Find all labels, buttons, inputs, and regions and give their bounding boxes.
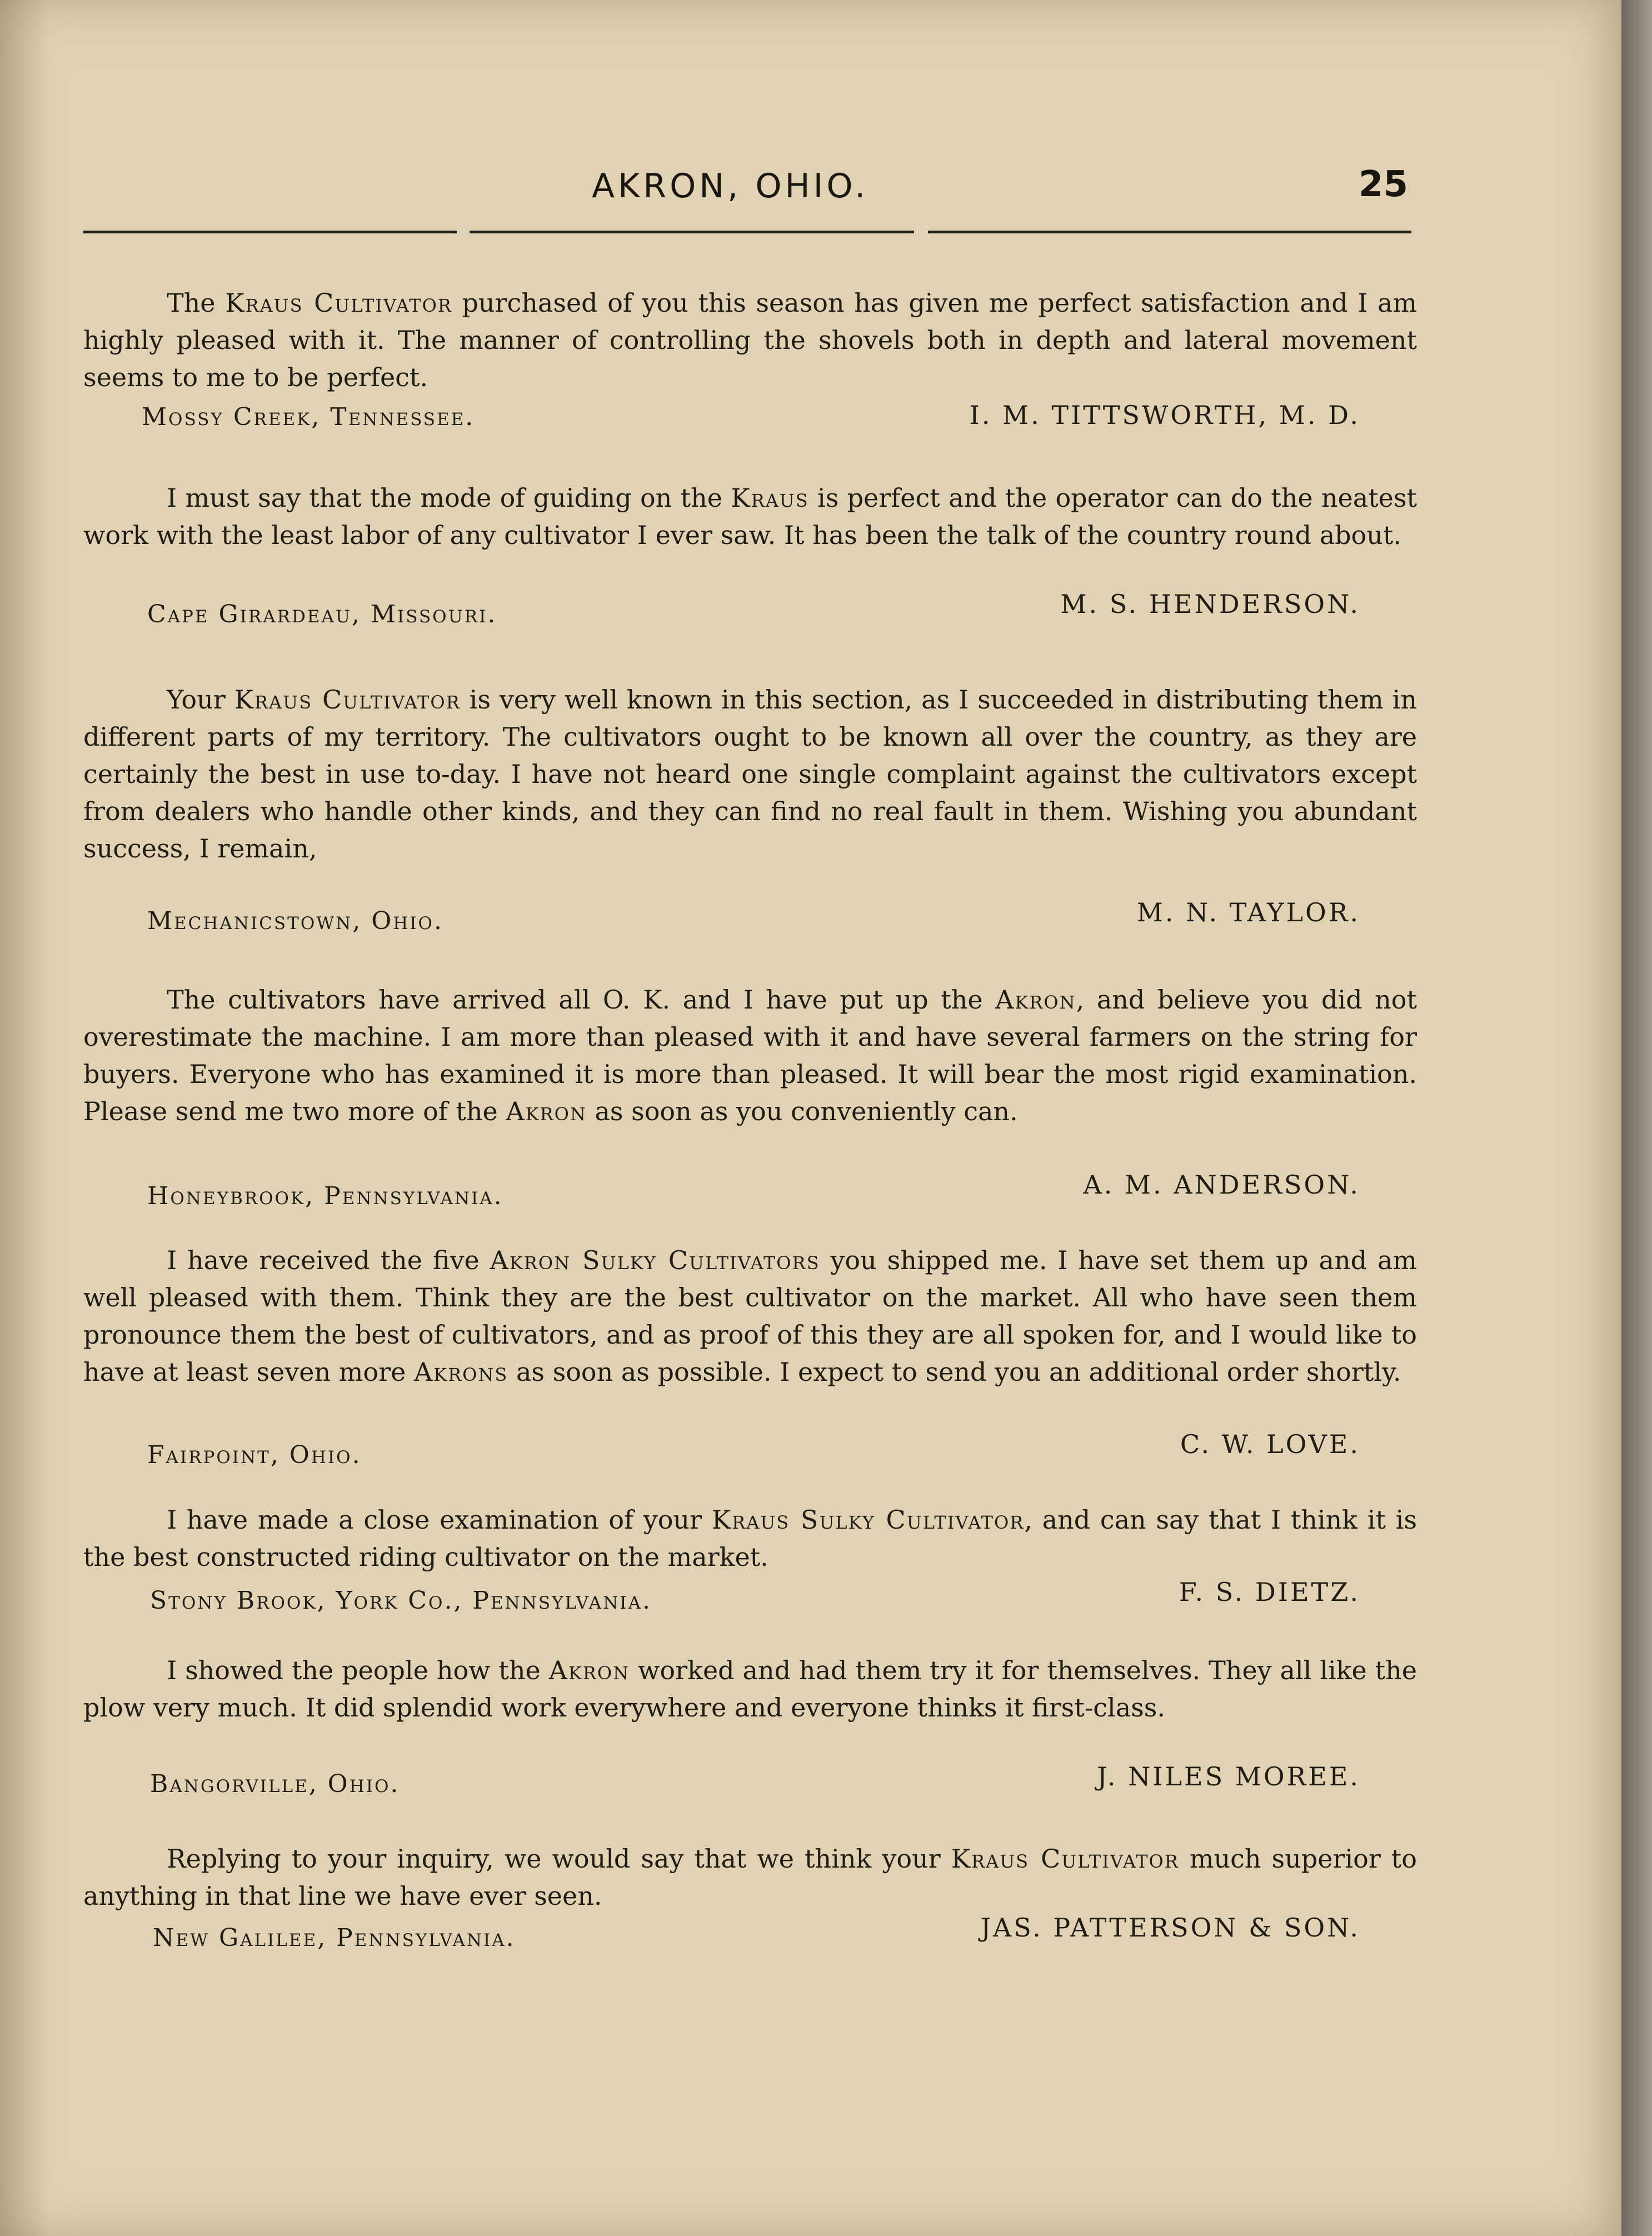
testimonial-text: The Kraus Cultivator purchased of you this season has given me perfect satisfaction and I am highly pleased with it. The manner of controlling the shovels both in depth and lateral movement seems to me to be perfect. bbox=[83, 288, 1418, 392]
header-rule-middle bbox=[470, 231, 914, 233]
testimonial-signer: C. W. LOVE. bbox=[1180, 1429, 1360, 1459]
product-name: Akron bbox=[506, 1096, 587, 1126]
product-name: Kraus Cultivator bbox=[951, 1844, 1179, 1874]
product-name: Kraus Sulky Cultivator bbox=[711, 1505, 1025, 1535]
testimonial-place: Mossy Creek, Tennessee. bbox=[142, 403, 475, 431]
product-name: Kraus Cultivator bbox=[234, 685, 461, 715]
testimonial-text: Replying to your inquiry, we would say that we think your Kraus Cultivator much superior to anything in that line we have ever seen. bbox=[83, 1844, 1417, 1911]
product-name: Akron Sulky Cultivators bbox=[490, 1245, 820, 1275]
running-header-title: AKRON, OHIO. bbox=[592, 167, 869, 206]
testimonial-signer: M. N. TAYLOR. bbox=[1136, 897, 1360, 927]
page-number: 25 bbox=[1359, 164, 1409, 205]
testimonial-signer: JAS. PATTERSON & SON. bbox=[980, 1913, 1360, 1943]
product-name: Akron bbox=[548, 1655, 630, 1685]
testimonial-text: The cultivators have arrived all O. K. and I have put up the Akron, and believe you did not overestimate the machine. I am more than pleased with it and have several farmers on the string for buyers. Everyone who has examined it is more than pleased. It will bear the most rigid examination. Please send me two more of the Akron as soon as you conveniently can. bbox=[83, 985, 1417, 1126]
page-edge-shadow bbox=[1621, 0, 1652, 2236]
testimonial-signer: J. NILES MOREE. bbox=[1096, 1761, 1360, 1791]
product-name: Akrons bbox=[413, 1357, 508, 1387]
testimonial-signer: A. M. ANDERSON. bbox=[1083, 1170, 1360, 1200]
product-name: Kraus Cultivator bbox=[225, 288, 452, 318]
gutter-shadow bbox=[0, 0, 50, 2236]
testimonial-place: New Galilee, Pennsylvania. bbox=[153, 1924, 516, 1952]
testimonial-place: Mechanicstown, Ohio. bbox=[147, 907, 443, 935]
testimonial-signer: F. S. DIETZ. bbox=[1179, 1577, 1360, 1607]
testimonial-text: I showed the people how the Akron worked and had them try it for themselves. They all like the plow very much. It did splendid work everywhere and everyone thinks it first-class. bbox=[83, 1655, 1417, 1723]
header-rule-right bbox=[928, 231, 1411, 233]
testimonial-signer: M. S. HENDERSON. bbox=[1060, 589, 1360, 619]
testimonial-place: Bangorville, Ohio. bbox=[150, 1770, 400, 1798]
testimonial-place: Fairpoint, Ohio. bbox=[147, 1441, 362, 1469]
testimonial-text: Your Kraus Cultivator is very well known in this section, as I succeeded in distributing them in different parts of my territory. The cultivators ought to be known all over the country, as they are certainly the best in use to-day. I have not heard one single complaint against the cultivators except from dealers who handle other kinds, and they can find no real fault in them. Wishing you abundant success, I remain, bbox=[83, 685, 1417, 864]
testimonial-place: Cape Girardeau, Missouri. bbox=[147, 600, 497, 628]
testimonial-text: I have made a close examination of your Kraus Sulky Cultivator, and can say that I think it is the best constructed riding cultivator on the market. bbox=[83, 1505, 1417, 1572]
testimonial-place: Honeybrook, Pennsylvania. bbox=[147, 1182, 503, 1210]
testimonial-signer: I. M. TITTSWORTH, M. D. bbox=[969, 400, 1360, 430]
product-name: Kraus bbox=[731, 483, 809, 513]
testimonial-text: I have received the five Akron Sulky Cultivators you shipped me. I have set them up and am well pleased with them. Think they are the best cultivator on the market. All who have seen them pronounce them the best of cultivators, and as proof of this they are all spoken for, and I would like to have at least seven more Akrons as soon as possible. I expect to send you an additional order shortly. bbox=[83, 1245, 1417, 1387]
header-rule-left bbox=[83, 231, 457, 233]
testimonial-text: I must say that the mode of guiding on the Kraus is perfect and the operator can do the neatest work with the least labor of any cultivator I ever saw. It has been the talk of the country round about. bbox=[83, 483, 1417, 550]
testimonial-place: Stony Brook, York Co., Pennsylvania. bbox=[150, 1586, 652, 1615]
product-name: Akron bbox=[995, 985, 1076, 1015]
